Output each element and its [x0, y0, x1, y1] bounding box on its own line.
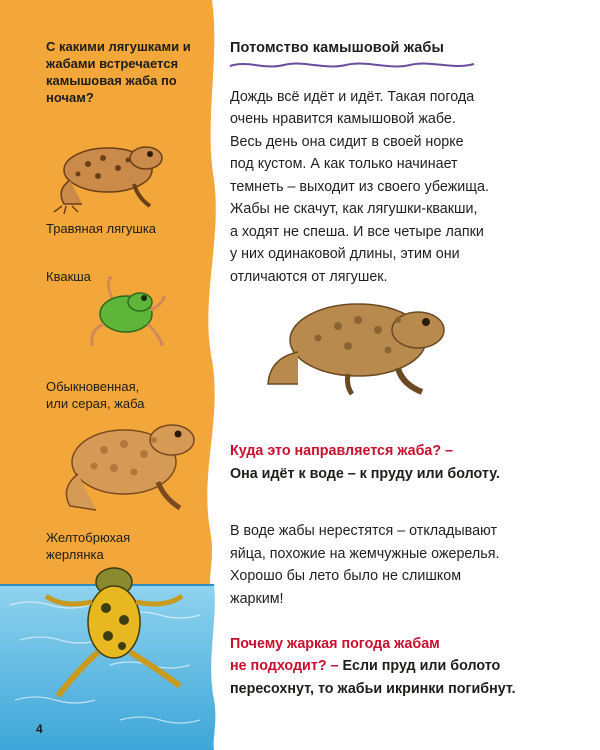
label-common-toad-line1: Обыкновенная,	[46, 379, 140, 394]
question-2-line1: Почему жаркая погода жабам	[230, 636, 440, 652]
paragraph-line: В воде жабы нерестятся – откладывают	[230, 523, 498, 539]
answer-2-start: Если пруд или болото	[338, 658, 501, 674]
paragraph-line: Жабы не скачут, как лягушки-квакши,	[230, 201, 478, 217]
paragraph-line: темнеть – выходит из своего убежища.	[230, 179, 489, 195]
paragraph-line: отличаются от лягушек.	[230, 269, 388, 285]
label-grass-frog: Травяная лягушка	[46, 221, 157, 236]
paragraph-line: под кустом. А как только начинает	[230, 156, 458, 172]
cane-toad-illustration	[258, 290, 458, 400]
grass-frog-illustration	[48, 128, 166, 216]
paragraph-line: очень нравится камышовой жабе.	[230, 111, 456, 127]
sidebar-question: С какими лягушками и жабами встречается камышовая жаба по ночам?	[46, 39, 191, 105]
main-column	[228, 0, 600, 750]
yellow-bellied-toad-illustration	[36, 560, 206, 710]
paragraph-line: Хорошо бы лето было не слишком	[230, 568, 462, 584]
paragraph-line: яйца, похожие на жемчужные ожерелья.	[230, 546, 500, 562]
paragraph-line: а ходят не спеша. И все четыре лапки	[230, 224, 484, 240]
page-number: 4	[36, 722, 43, 736]
paragraph-line: у них одинаковой длины, этим они	[230, 246, 460, 262]
label-bellied-toad-line1: Желтобрюхая	[46, 530, 131, 545]
common-toad-illustration	[54, 410, 204, 520]
heading-wave-underline	[228, 58, 478, 72]
page-title: Потомство камышовой жабы	[230, 40, 444, 56]
label-common-toad-line2: или серая, жаба	[46, 396, 145, 411]
paragraph-line: жарким!	[230, 591, 284, 607]
question-1: Куда это направляется жаба? –	[230, 443, 454, 459]
label-tree-frog: Квакша	[46, 269, 91, 284]
tree-frog-illustration	[84, 276, 168, 352]
sidebar	[0, 0, 220, 750]
question-2-line2	[230, 655, 500, 678]
answer-1: Она идёт к воде – к пруду или болоту.	[230, 466, 500, 482]
paragraph-line: Весь день она сидит в своей норке	[230, 134, 464, 150]
paragraph-line: Дождь всё идёт и идёт. Такая погода	[230, 89, 475, 105]
answer-2-end: пересохнут, то жабьи икринки погибнут.	[230, 681, 516, 697]
label-bellied-toad-line2: жерлянка	[46, 547, 104, 562]
question-2-red-part: не подходит? –	[230, 658, 339, 674]
